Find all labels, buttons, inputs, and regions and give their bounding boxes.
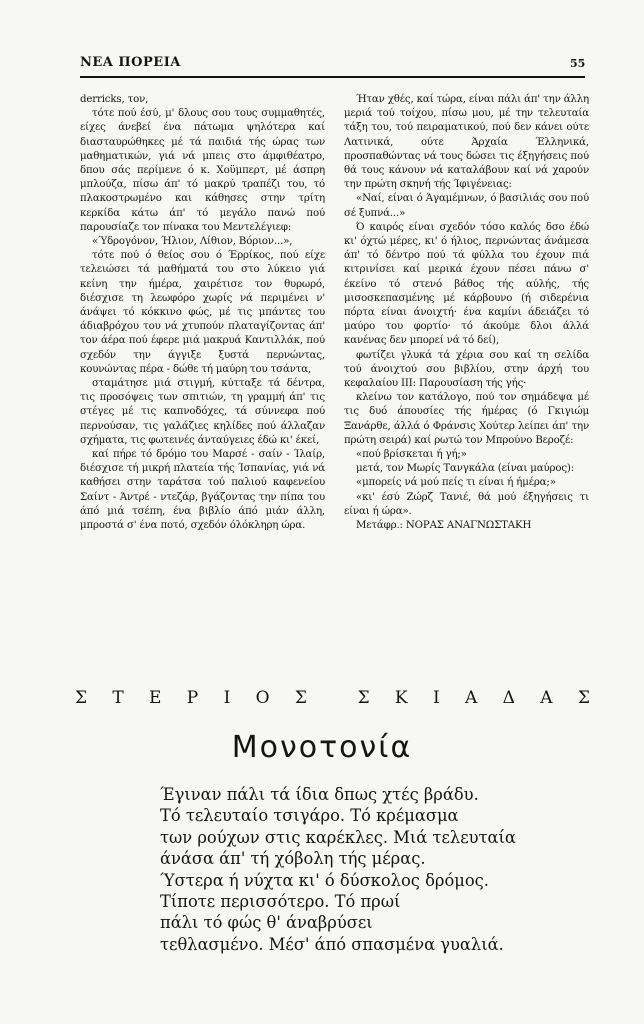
paragraph: κλείνω τον κατάλογο, πού τον σημάδεψα μέ τις δυό άπουσίες τής ήμέρας (ό Γκιγιώμ Ξανάρθε, άλλά ό Φράνσις Χούτερ λείπει άπ' την πρώτη σειρά) καί ρωτώ τον Μπρούνο Βεροζέ:	[344, 392, 593, 446]
author-letter: Α	[465, 688, 478, 708]
poem-line: Τίποτε περισσότερο. Τό πρωί	[160, 892, 401, 912]
paragraph: derricks, τον,	[80, 94, 149, 105]
poem-author	[75, 688, 590, 708]
author-letter: Σ	[294, 688, 307, 708]
paragraph: «πού βρίσκεται ή γή;»	[356, 449, 467, 461]
author-letter: Ρ	[186, 688, 199, 708]
paragraph: «Ναί, είναι ό Άγαμέμνων, ό βασιλιάς σου πού σέ ξυπνά...»	[344, 193, 593, 219]
paragraph: Ήταν χθές, καί τώρα, είναι πάλι άπ' την άλλη μεριά τού τοίχου, πίσω μου, μέ την τελευταία τάξη του, τού πειραματικού, πού δεν κάνει ούτε Λατινικά, ούτε Άρχαία Έλληνικά, προσπαθώντας νά τους δώσει τις έξηγήσεις πού θά τους κάνουν νά καταλάβουν καί νά χαρούν την πρώτη σκηνή τής Ίφιγένειας:	[344, 94, 593, 191]
right-column	[344, 93, 593, 533]
paragraph: «Ύδρογόνον, Ήλιον, Λίθιον, Βόριον...»,	[92, 236, 293, 248]
author-letter: Σ	[75, 688, 88, 708]
author-letter: Σ	[577, 688, 590, 708]
author-letter: Δ	[502, 688, 515, 708]
poem-line: Έγιναν πάλι τά ίδια δπως χτές βράδυ.	[160, 785, 479, 804]
author-letter: Α	[540, 688, 553, 708]
paragraph: σταμάτησε μιά στιγμή, κύτταξε τά δέντρα, τις προσόψεις των σπιτιών, τη γραμμή άπ' τις στέγες μέ τις καπνοδόχες, τά σύννεφα πού περνούσαν, τις γαλάζιες κηλίδες πού άλλαζαν σχήματα, τις φωτεινές άνταύγειες έδώ κι' έκεί,	[80, 378, 329, 446]
paragraph: τότε πού έσύ, μ' δλους σου τους συμμαθητές, είχες άνεβεί ένα πάτωμα ψηλότερα καί διασταυρώθηκες μέ τά παιδιά τής ώρας των μαθηματικών, γιά νά μπεις στο άμφιθέατρο, δπου σάς περίμενε ό κ. Χοϋμπερτ, μέ άσπρη μπλούζα, πίσω άπ' τό μακρύ τραπέζι του, τό πλακοστρωμένο και κάθησες στην τρίτη κερκίδα κάτω άπ' τό μεγάλο πανώ πού παρουσίαζε τον πίνακα του Μεντελέγιεφ:	[80, 108, 329, 233]
paragraph: Μετάφρ.: ΝΟΡΑΣ ΑΝΑΓΝΩΣΤΑΚΗ	[356, 520, 532, 532]
author-letter: Σ	[357, 688, 370, 708]
page-number: 55	[570, 57, 586, 70]
paragraph: «μπορείς νά μού πείς τι είναι ή ήμέρα;»	[356, 477, 556, 489]
left-column	[80, 93, 329, 533]
poem-line: τεθλασμένο. Μέσ' άπό σπασμένα γυαλιά.	[160, 934, 504, 954]
paragraph: καί πήρε τό δρόμο του Μαρσέ - σαίν - Ίλαίρ, διέσχισε τή μικρή πλατεία τής Ίσπανίας, γιά νά καθήσει στην ταράτσα τού παλιού καφενείου Σαίντ - Άντρέ - ντεζάρ, βγάζοντας την πίπα του άπό μιά τσέπη, ένα βιβλίο άπό μιάν άλλη, μπροστά σ' ένα ποτό, σχεδόν όλόκληρη ώρα.	[80, 449, 329, 532]
poem-line: Τό τελευταίο τσιγάρο. Τό κρέμασμα	[160, 806, 459, 826]
poem-title: Μονοτονία	[231, 730, 413, 765]
poem-line: των ρούχων στις καρέκλες. Μιά τελευταία	[160, 827, 516, 847]
paragraph: φωτίζει γλυκά τά χέρια σου καί τη σελίδα τού άνοιχτού σου βιβλίου, στην άρχή του κεφαλαίου ΙΙΙ: Παρουσίαση τής γής·	[344, 349, 593, 390]
poem-line: Ύστερα ή νύχτα κι' ό δύσκολος δρόμος.	[160, 870, 489, 890]
poem-line: άνάσα άπ' τή χόβολη τής μέρας.	[160, 849, 426, 869]
poem-body	[160, 784, 560, 955]
author-letter: Τ	[112, 688, 124, 708]
author-letter: Κ	[394, 688, 408, 708]
author-letter: Ι	[432, 688, 440, 708]
paragraph: μετά, τον Μωρίς Τανγκάλα (είναι μαύρος):	[356, 463, 575, 475]
paragraph: «κι' έσύ Ζώρζ Τανιέ, θά μού έξηγήσεις τι είναι ή ώρα».	[344, 491, 593, 517]
poem-line: πάλι τό φώς θ' άναβρύσει	[160, 913, 373, 933]
author-letter: Ε	[149, 688, 162, 708]
paragraph: τότε πού ό θείος σου ό Έρρίκος, πού είχε τελειώσει τά μαθήματά του στο λύκειο γιά κείνη την ήμέρα, χαιρέτισε τον θυρωρό, διέσχισε τη λεωφόρο χωρίς νά περιμένει ν' άνάψει τό κόκκινο φώς, μέ τις μπάντες του άδιαβρόχου του νά χτυπούν πλαταγίζοντας άπ' τον άέρα πού έφερε μιά μακρυά Καντιλλάκ, πού σχεδόν την άγγιξε ξυστά περνώντας, κουνώντας πέρα - δώθε τή μαύρη του τσάντα,	[80, 250, 329, 375]
author-letter: Ο	[255, 688, 270, 708]
author-letter: Ι	[223, 688, 231, 708]
header-rule	[80, 76, 585, 78]
paragraph: Ό καιρός είναι σχεδόν τόσο καλός δσο έδώ κι' όχτώ μέρες, κι' ό ήλιος, περνώντας άνάμεσα άπ' τό δέντρο πού τά φύλλα του έχουν πιά κιτρινίσει καί μερικά έχουν πέσει πάνω σ' έκείνο τό στενό βάθος τής αύλής, τής μισοσκεπασμένης μέ κάρβουνο (ή σιδερένια πόρτα είναι άνοιχτή· ένα καμίνι άδειάζει τό μαύρο του φορτίο· τό άκούμε δλοι άλλά κανένας δεν μπορεί νά τό δεί),	[344, 221, 593, 347]
journal-title: ΝΕΑ ΠΟΡΕΙΑ	[80, 55, 181, 70]
